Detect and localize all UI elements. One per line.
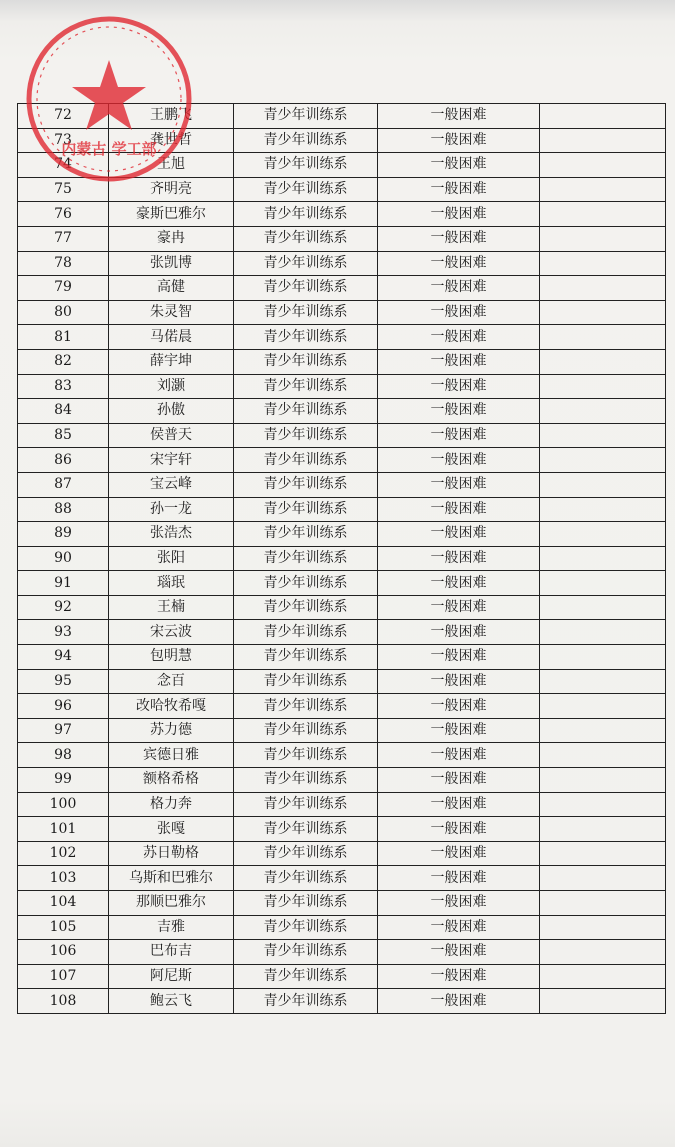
- row-number: 108: [18, 989, 109, 1014]
- student-name: 念百: [109, 669, 234, 694]
- student-name: 孙一龙: [109, 497, 234, 522]
- remarks: [540, 694, 666, 719]
- difficulty-level: 一般困难: [378, 915, 540, 940]
- difficulty-level: 一般困难: [378, 620, 540, 645]
- department: 青少年训练系: [234, 866, 378, 891]
- difficulty-level: 一般困难: [378, 694, 540, 719]
- department: 青少年训练系: [234, 423, 378, 448]
- difficulty-level: 一般困难: [378, 325, 540, 350]
- row-number: 82: [18, 349, 109, 374]
- row-number: 92: [18, 595, 109, 620]
- student-name: 孙傲: [109, 399, 234, 424]
- department: 青少年训练系: [234, 669, 378, 694]
- difficulty-level: 一般困难: [378, 300, 540, 325]
- remarks: [540, 792, 666, 817]
- difficulty-level: 一般困难: [378, 891, 540, 916]
- difficulty-level: 一般困难: [378, 472, 540, 497]
- department: 青少年训练系: [234, 989, 378, 1014]
- student-name: 宝云峰: [109, 472, 234, 497]
- row-number: 76: [18, 202, 109, 227]
- table-row: [18, 522, 666, 547]
- department: 青少年训练系: [234, 891, 378, 916]
- table-row: [18, 300, 666, 325]
- department: 青少年训练系: [234, 448, 378, 473]
- difficulty-level: 一般困难: [378, 202, 540, 227]
- student-name: 豪冉: [109, 226, 234, 251]
- remarks: [540, 276, 666, 301]
- table-row: [18, 743, 666, 768]
- row-number: 74: [18, 153, 109, 178]
- student-name: 吉雅: [109, 915, 234, 940]
- remarks: [540, 226, 666, 251]
- row-number: 105: [18, 915, 109, 940]
- department: 青少年训练系: [234, 841, 378, 866]
- department: 青少年训练系: [234, 251, 378, 276]
- student-name: 苏日勒格: [109, 841, 234, 866]
- table-row: [18, 694, 666, 719]
- difficulty-level: 一般困难: [378, 104, 540, 129]
- table-row: [18, 915, 666, 940]
- student-name: 张阳: [109, 546, 234, 571]
- table-row: [18, 325, 666, 350]
- remarks: [540, 251, 666, 276]
- table-row: [18, 571, 666, 596]
- student-name: 格力奔: [109, 792, 234, 817]
- table-row: [18, 866, 666, 891]
- remarks: [540, 497, 666, 522]
- table-row: [18, 891, 666, 916]
- row-number: 100: [18, 792, 109, 817]
- remarks: [540, 374, 666, 399]
- difficulty-level: 一般困难: [378, 349, 540, 374]
- student-name: 瑙珉: [109, 571, 234, 596]
- remarks: [540, 546, 666, 571]
- difficulty-level: 一般困难: [378, 226, 540, 251]
- department: 青少年训练系: [234, 276, 378, 301]
- remarks: [540, 177, 666, 202]
- student-name: 那顺巴雅尔: [109, 891, 234, 916]
- difficulty-level: 一般困难: [378, 571, 540, 596]
- difficulty-level: 一般困难: [378, 817, 540, 842]
- table-row: [18, 718, 666, 743]
- table-row: [18, 940, 666, 965]
- table-row: [18, 817, 666, 842]
- student-name: 薛宇坤: [109, 349, 234, 374]
- student-name: 朱灵智: [109, 300, 234, 325]
- difficulty-level: 一般困难: [378, 768, 540, 793]
- row-number: 89: [18, 522, 109, 547]
- remarks: [540, 743, 666, 768]
- department: 青少年训练系: [234, 546, 378, 571]
- remarks: [540, 399, 666, 424]
- difficulty-level: 一般困难: [378, 497, 540, 522]
- row-number: 79: [18, 276, 109, 301]
- table-body: [18, 104, 666, 1014]
- table-row: [18, 226, 666, 251]
- difficulty-level: 一般困难: [378, 669, 540, 694]
- remarks: [540, 448, 666, 473]
- student-list-table: [17, 103, 666, 1014]
- difficulty-level: 一般困难: [378, 423, 540, 448]
- table-row: [18, 202, 666, 227]
- remarks: [540, 964, 666, 989]
- difficulty-level: 一般困难: [378, 743, 540, 768]
- row-number: 75: [18, 177, 109, 202]
- row-number: 72: [18, 104, 109, 129]
- department: 青少年训练系: [234, 226, 378, 251]
- difficulty-level: 一般困难: [378, 251, 540, 276]
- department: 青少年训练系: [234, 202, 378, 227]
- row-number: 95: [18, 669, 109, 694]
- student-name: 宋云波: [109, 620, 234, 645]
- row-number: 86: [18, 448, 109, 473]
- remarks: [540, 866, 666, 891]
- table-row: [18, 768, 666, 793]
- table-row: [18, 374, 666, 399]
- row-number: 96: [18, 694, 109, 719]
- department: 青少年训练系: [234, 128, 378, 153]
- student-name: 巴布吉: [109, 940, 234, 965]
- difficulty-level: 一般困难: [378, 940, 540, 965]
- difficulty-level: 一般困难: [378, 374, 540, 399]
- remarks: [540, 325, 666, 350]
- difficulty-level: 一般困难: [378, 522, 540, 547]
- row-number: 80: [18, 300, 109, 325]
- difficulty-level: 一般困难: [378, 128, 540, 153]
- remarks: [540, 104, 666, 129]
- difficulty-level: 一般困难: [378, 595, 540, 620]
- difficulty-level: 一般困难: [378, 177, 540, 202]
- row-number: 88: [18, 497, 109, 522]
- student-name: 鲍云飞: [109, 989, 234, 1014]
- remarks: [540, 423, 666, 448]
- student-name: 马偌晨: [109, 325, 234, 350]
- department: 青少年训练系: [234, 497, 378, 522]
- table-row: [18, 472, 666, 497]
- table-row: [18, 153, 666, 178]
- row-number: 73: [18, 128, 109, 153]
- department: 青少年训练系: [234, 374, 378, 399]
- difficulty-level: 一般困难: [378, 153, 540, 178]
- table-row: [18, 177, 666, 202]
- department: 青少年训练系: [234, 349, 378, 374]
- table-row: [18, 546, 666, 571]
- student-name: 改哈牧希嘎: [109, 694, 234, 719]
- row-number: 87: [18, 472, 109, 497]
- remarks: [540, 472, 666, 497]
- table-row: [18, 964, 666, 989]
- row-number: 91: [18, 571, 109, 596]
- student-name: 额格希格: [109, 768, 234, 793]
- department: 青少年训练系: [234, 792, 378, 817]
- table-row: [18, 792, 666, 817]
- table-row: [18, 497, 666, 522]
- difficulty-level: 一般困难: [378, 866, 540, 891]
- department: 青少年训练系: [234, 817, 378, 842]
- table-row: [18, 448, 666, 473]
- row-number: 98: [18, 743, 109, 768]
- department: 青少年训练系: [234, 325, 378, 350]
- row-number: 94: [18, 645, 109, 670]
- difficulty-level: 一般困难: [378, 964, 540, 989]
- remarks: [540, 891, 666, 916]
- department: 青少年训练系: [234, 915, 378, 940]
- department: 青少年训练系: [234, 718, 378, 743]
- difficulty-level: 一般困难: [378, 841, 540, 866]
- remarks: [540, 768, 666, 793]
- table-row: [18, 669, 666, 694]
- seal-text: 内蒙古 学工部: [61, 140, 157, 158]
- student-name: 刘灏: [109, 374, 234, 399]
- department: 青少年训练系: [234, 964, 378, 989]
- department: 青少年训练系: [234, 153, 378, 178]
- remarks: [540, 522, 666, 547]
- remarks: [540, 989, 666, 1014]
- row-number: 106: [18, 940, 109, 965]
- row-number: 104: [18, 891, 109, 916]
- remarks: [540, 595, 666, 620]
- department: 青少年训练系: [234, 768, 378, 793]
- remarks: [540, 349, 666, 374]
- remarks: [540, 718, 666, 743]
- department: 青少年训练系: [234, 595, 378, 620]
- remarks: [540, 300, 666, 325]
- table-row: [18, 645, 666, 670]
- student-name: 苏力德: [109, 718, 234, 743]
- remarks: [540, 817, 666, 842]
- table-row: [18, 989, 666, 1014]
- difficulty-level: 一般困难: [378, 546, 540, 571]
- student-name: 豪斯巴雅尔: [109, 202, 234, 227]
- table-row: [18, 423, 666, 448]
- student-name: 高健: [109, 276, 234, 301]
- student-name: 张浩杰: [109, 522, 234, 547]
- row-number: 78: [18, 251, 109, 276]
- difficulty-level: 一般困难: [378, 448, 540, 473]
- difficulty-level: 一般困难: [378, 718, 540, 743]
- student-name: 王楠: [109, 595, 234, 620]
- department: 青少年训练系: [234, 177, 378, 202]
- student-name: 阿尼斯: [109, 964, 234, 989]
- row-number: 85: [18, 423, 109, 448]
- difficulty-level: 一般困难: [378, 399, 540, 424]
- remarks: [540, 915, 666, 940]
- remarks: [540, 669, 666, 694]
- student-name: 龚世哲: [109, 128, 234, 153]
- student-name: 乌斯和巴雅尔: [109, 866, 234, 891]
- department: 青少年训练系: [234, 620, 378, 645]
- student-name: 张嘎: [109, 817, 234, 842]
- table-row: [18, 841, 666, 866]
- department: 青少年训练系: [234, 399, 378, 424]
- difficulty-level: 一般困难: [378, 276, 540, 301]
- department: 青少年训练系: [234, 300, 378, 325]
- row-number: 102: [18, 841, 109, 866]
- table-row: [18, 251, 666, 276]
- table-row: [18, 128, 666, 153]
- row-number: 101: [18, 817, 109, 842]
- difficulty-level: 一般困难: [378, 792, 540, 817]
- department: 青少年训练系: [234, 104, 378, 129]
- table-row: [18, 349, 666, 374]
- row-number: 90: [18, 546, 109, 571]
- row-number: 83: [18, 374, 109, 399]
- department: 青少年训练系: [234, 645, 378, 670]
- department: 青少年训练系: [234, 743, 378, 768]
- row-number: 99: [18, 768, 109, 793]
- student-name: 宾德日雅: [109, 743, 234, 768]
- student-name: 宋宇轩: [109, 448, 234, 473]
- department: 青少年训练系: [234, 940, 378, 965]
- student-name: 王鹏飞: [109, 104, 234, 129]
- remarks: [540, 841, 666, 866]
- row-number: 103: [18, 866, 109, 891]
- remarks: [540, 620, 666, 645]
- remarks: [540, 645, 666, 670]
- table-row: [18, 104, 666, 129]
- remarks: [540, 202, 666, 227]
- table-row: [18, 595, 666, 620]
- student-name: 张凯博: [109, 251, 234, 276]
- row-number: 97: [18, 718, 109, 743]
- department: 青少年训练系: [234, 522, 378, 547]
- student-name: 侯普天: [109, 423, 234, 448]
- department: 青少年训练系: [234, 571, 378, 596]
- row-number: 77: [18, 226, 109, 251]
- difficulty-level: 一般困难: [378, 989, 540, 1014]
- remarks: [540, 128, 666, 153]
- department: 青少年训练系: [234, 472, 378, 497]
- student-name: 王旭: [109, 153, 234, 178]
- row-number: 81: [18, 325, 109, 350]
- table-row: [18, 620, 666, 645]
- table-row: [18, 399, 666, 424]
- remarks: [540, 153, 666, 178]
- row-number: 107: [18, 964, 109, 989]
- remarks: [540, 571, 666, 596]
- table-row: [18, 276, 666, 301]
- row-number: 93: [18, 620, 109, 645]
- row-number: 84: [18, 399, 109, 424]
- department: 青少年训练系: [234, 694, 378, 719]
- remarks: [540, 940, 666, 965]
- student-name: 包明慧: [109, 645, 234, 670]
- difficulty-level: 一般困难: [378, 645, 540, 670]
- student-name: 齐明亮: [109, 177, 234, 202]
